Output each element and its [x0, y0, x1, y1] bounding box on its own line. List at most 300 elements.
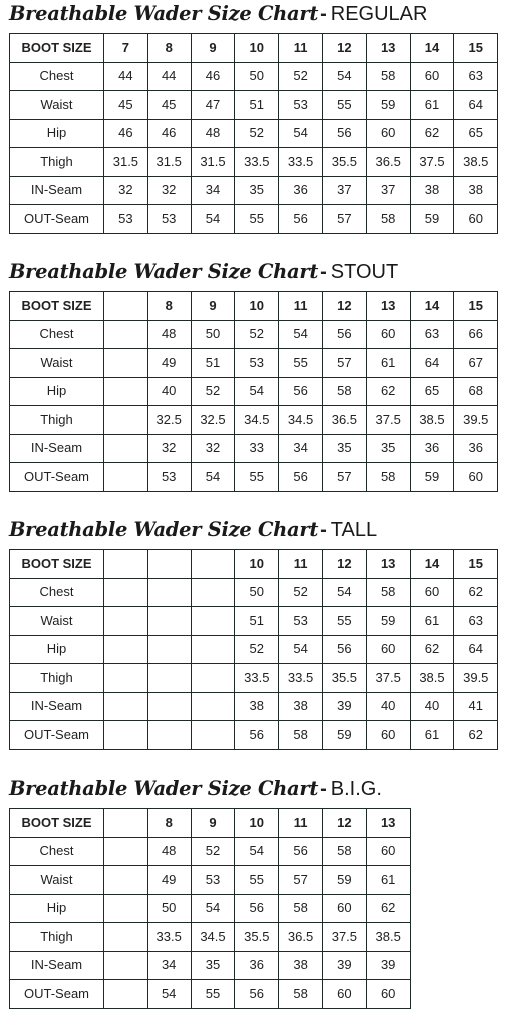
measurement-value-cell: 58: [322, 377, 366, 406]
measurement-value-cell: 56: [235, 721, 279, 750]
measurement-value-cell: 38.5: [366, 923, 410, 952]
measurement-value-cell: 50: [235, 578, 279, 607]
measurement-value-cell: [104, 434, 148, 463]
measurement-value-cell: 68: [454, 377, 498, 406]
measurement-value-cell: 38: [279, 692, 323, 721]
measurement-label-cell: Thigh: [10, 923, 104, 952]
boot-size-cell: 12: [322, 809, 366, 838]
measurement-value-cell: 34.5: [191, 923, 235, 952]
measurement-value-cell: 52: [279, 578, 323, 607]
measurement-value-cell: 64: [454, 91, 498, 120]
measurement-value-cell: 54: [279, 320, 323, 349]
measurement-value-cell: 33.5: [279, 148, 323, 177]
boot-size-cell: 14: [410, 34, 454, 63]
measurement-label-cell: OUT-Seam: [10, 980, 104, 1009]
boot-size-cell: 13: [366, 550, 410, 579]
measurement-value-cell: 35: [191, 951, 235, 980]
measurement-value-cell: 38.5: [454, 148, 498, 177]
boot-size-cell: [147, 550, 191, 579]
chart-title-fit: B.I.G.: [330, 778, 382, 800]
measurement-value-cell: 36.5: [322, 406, 366, 435]
measurement-value-cell: [147, 607, 191, 636]
header-label-cell: BOOT SIZE: [10, 550, 104, 579]
measurement-value-cell: 56: [279, 377, 323, 406]
measurement-value-cell: 62: [454, 721, 498, 750]
measurement-value-cell: 32: [104, 176, 148, 205]
measurement-label-cell: IN-Seam: [10, 692, 104, 721]
measurement-value-cell: 62: [366, 377, 410, 406]
boot-size-cell: 14: [410, 550, 454, 579]
measurement-value-cell: 34: [147, 951, 191, 980]
measurement-value-cell: 67: [454, 349, 498, 378]
measurement-value-cell: 60: [366, 721, 410, 750]
measurement-value-cell: [147, 664, 191, 693]
measurement-value-cell: 54: [235, 837, 279, 866]
table-row: [10, 349, 498, 378]
boot-size-cell: [191, 550, 235, 579]
measurement-value-cell: [104, 894, 148, 923]
measurement-value-cell: 52: [235, 320, 279, 349]
measurement-value-cell: 36: [454, 434, 498, 463]
table-header-row: [10, 809, 411, 838]
boot-size-cell: 15: [454, 292, 498, 321]
chart-title: [9, 516, 377, 546]
boot-size-cell: 14: [410, 292, 454, 321]
measurement-label-cell: IN-Seam: [10, 176, 104, 205]
measurement-value-cell: 62: [410, 635, 454, 664]
measurement-value-cell: 62: [410, 119, 454, 148]
measurement-value-cell: 54: [235, 377, 279, 406]
measurement-value-cell: 56: [322, 320, 366, 349]
measurement-value-cell: 37.5: [322, 923, 366, 952]
measurement-value-cell: 60: [322, 894, 366, 923]
measurement-value-cell: 60: [366, 837, 410, 866]
boot-size-cell: 15: [454, 550, 498, 579]
measurement-value-cell: [147, 721, 191, 750]
boot-size-cell: [104, 550, 148, 579]
measurement-value-cell: [104, 349, 148, 378]
measurement-value-cell: 45: [147, 91, 191, 120]
measurement-value-cell: 50: [235, 62, 279, 91]
table-header-row: [10, 550, 498, 579]
measurement-value-cell: 60: [322, 980, 366, 1009]
measurement-value-cell: 63: [454, 62, 498, 91]
boot-size-cell: 13: [366, 809, 410, 838]
measurement-value-cell: [147, 635, 191, 664]
measurement-value-cell: 59: [366, 91, 410, 120]
boot-size-cell: 9: [191, 809, 235, 838]
measurement-value-cell: 38: [454, 176, 498, 205]
header-label-cell: BOOT SIZE: [10, 809, 104, 838]
measurement-value-cell: 60: [366, 635, 410, 664]
size-table: [9, 33, 498, 234]
measurement-value-cell: 62: [454, 578, 498, 607]
measurement-label-cell: Chest: [10, 837, 104, 866]
chart-title-separator: -: [320, 778, 327, 800]
measurement-value-cell: 46: [191, 62, 235, 91]
measurement-value-cell: 48: [147, 837, 191, 866]
measurement-value-cell: 60: [454, 205, 498, 234]
measurement-value-cell: 56: [279, 837, 323, 866]
measurement-value-cell: 63: [410, 320, 454, 349]
measurement-value-cell: 54: [191, 463, 235, 492]
boot-size-cell: 10: [235, 34, 279, 63]
measurement-value-cell: [104, 837, 148, 866]
measurement-value-cell: 53: [104, 205, 148, 234]
measurement-label-cell: Waist: [10, 866, 104, 895]
measurement-value-cell: 54: [279, 635, 323, 664]
chart-title: [9, 258, 398, 288]
measurement-value-cell: 35: [366, 434, 410, 463]
measurement-label-cell: OUT-Seam: [10, 463, 104, 492]
measurement-label-cell: IN-Seam: [10, 951, 104, 980]
size-table: [9, 291, 498, 492]
measurement-value-cell: [104, 320, 148, 349]
measurement-value-cell: 55: [235, 463, 279, 492]
measurement-value-cell: [104, 951, 148, 980]
chart-title: [9, 0, 427, 30]
measurement-value-cell: 62: [366, 894, 410, 923]
measurement-value-cell: 54: [322, 578, 366, 607]
measurement-value-cell: 38.5: [410, 406, 454, 435]
measurement-value-cell: 59: [322, 721, 366, 750]
boot-size-cell: 8: [147, 292, 191, 321]
measurement-value-cell: 59: [410, 205, 454, 234]
chart-title-separator: -: [320, 3, 327, 25]
boot-size-cell: 11: [279, 292, 323, 321]
measurement-value-cell: 55: [191, 980, 235, 1009]
measurement-label-cell: Thigh: [10, 406, 104, 435]
measurement-label-cell: Hip: [10, 635, 104, 664]
boot-size-cell: 8: [147, 809, 191, 838]
table-row: [10, 894, 411, 923]
measurement-value-cell: 39: [322, 951, 366, 980]
measurement-label-cell: Waist: [10, 91, 104, 120]
table-header-row: [10, 34, 498, 63]
measurement-value-cell: 36: [235, 951, 279, 980]
measurement-value-cell: 38: [235, 692, 279, 721]
measurement-value-cell: 52: [279, 62, 323, 91]
table-row: [10, 91, 498, 120]
measurement-value-cell: 55: [235, 205, 279, 234]
chart-title-fit: TALL: [330, 519, 378, 541]
measurement-value-cell: 32: [147, 434, 191, 463]
measurement-value-cell: 48: [191, 119, 235, 148]
measurement-value-cell: 56: [235, 894, 279, 923]
measurement-label-cell: Hip: [10, 377, 104, 406]
measurement-value-cell: 66: [454, 320, 498, 349]
measurement-value-cell: 58: [322, 837, 366, 866]
measurement-value-cell: 54: [191, 205, 235, 234]
chart-title-fit: STOUT: [330, 261, 399, 283]
table-row: [10, 434, 498, 463]
measurement-value-cell: 32.5: [147, 406, 191, 435]
boot-size-cell: 13: [366, 34, 410, 63]
table-row: [10, 463, 498, 492]
measurement-value-cell: 52: [191, 837, 235, 866]
measurement-value-cell: [191, 635, 235, 664]
measurement-value-cell: [191, 721, 235, 750]
measurement-value-cell: 54: [279, 119, 323, 148]
measurement-value-cell: 35.5: [322, 664, 366, 693]
measurement-value-cell: 58: [279, 980, 323, 1009]
measurement-value-cell: 33.5: [279, 664, 323, 693]
measurement-value-cell: 60: [366, 119, 410, 148]
measurement-value-cell: 32.5: [191, 406, 235, 435]
measurement-value-cell: 33.5: [235, 664, 279, 693]
measurement-value-cell: 51: [235, 91, 279, 120]
measurement-value-cell: 58: [279, 894, 323, 923]
table-row: [10, 607, 498, 636]
measurement-value-cell: 33.5: [235, 148, 279, 177]
measurement-value-cell: 46: [147, 119, 191, 148]
boot-size-cell: 11: [279, 550, 323, 579]
measurement-value-cell: 57: [322, 463, 366, 492]
measurement-value-cell: 53: [147, 205, 191, 234]
measurement-value-cell: 39: [366, 951, 410, 980]
table-row: [10, 664, 498, 693]
chart-title-name: Breathable Wader Size Chart: [9, 777, 319, 800]
measurement-value-cell: 63: [454, 607, 498, 636]
measurement-value-cell: 39.5: [454, 664, 498, 693]
measurement-value-cell: [191, 664, 235, 693]
chart-title-fit: REGULAR: [330, 3, 428, 25]
measurement-value-cell: [104, 980, 148, 1009]
boot-size-cell: 11: [279, 809, 323, 838]
measurement-value-cell: [104, 377, 148, 406]
measurement-label-cell: Thigh: [10, 664, 104, 693]
measurement-value-cell: 40: [410, 692, 454, 721]
measurement-value-cell: 60: [366, 980, 410, 1009]
measurement-label-cell: Waist: [10, 349, 104, 378]
measurement-value-cell: 61: [366, 866, 410, 895]
measurement-value-cell: 35.5: [235, 923, 279, 952]
measurement-value-cell: [104, 664, 148, 693]
measurement-label-cell: Chest: [10, 62, 104, 91]
measurement-value-cell: 50: [147, 894, 191, 923]
measurement-value-cell: 57: [322, 349, 366, 378]
size-table: [9, 549, 498, 750]
measurement-value-cell: 49: [147, 349, 191, 378]
measurement-value-cell: 51: [191, 349, 235, 378]
measurement-value-cell: [104, 607, 148, 636]
measurement-value-cell: 53: [191, 866, 235, 895]
measurement-value-cell: 52: [235, 119, 279, 148]
header-label-cell: BOOT SIZE: [10, 292, 104, 321]
measurement-value-cell: 44: [147, 62, 191, 91]
table-row: [10, 721, 498, 750]
measurement-value-cell: 47: [191, 91, 235, 120]
table-row: [10, 866, 411, 895]
measurement-value-cell: [147, 692, 191, 721]
measurement-value-cell: 59: [366, 607, 410, 636]
chart-title: [9, 775, 382, 805]
measurement-value-cell: 35.5: [322, 148, 366, 177]
measurement-value-cell: 60: [410, 62, 454, 91]
measurement-value-cell: 53: [147, 463, 191, 492]
measurement-value-cell: 52: [191, 377, 235, 406]
measurement-value-cell: 35: [322, 434, 366, 463]
measurement-value-cell: 55: [322, 91, 366, 120]
measurement-value-cell: 54: [191, 894, 235, 923]
table-row: [10, 692, 498, 721]
measurement-value-cell: 60: [366, 320, 410, 349]
measurement-value-cell: 41: [454, 692, 498, 721]
measurement-value-cell: [104, 923, 148, 952]
measurement-value-cell: 53: [279, 607, 323, 636]
boot-size-cell: [104, 809, 148, 838]
measurement-value-cell: 31.5: [147, 148, 191, 177]
boot-size-cell: 8: [147, 34, 191, 63]
measurement-value-cell: 61: [410, 607, 454, 636]
measurement-value-cell: 50: [191, 320, 235, 349]
measurement-value-cell: 58: [279, 721, 323, 750]
measurement-value-cell: 65: [454, 119, 498, 148]
measurement-value-cell: 58: [366, 578, 410, 607]
table-row: [10, 578, 498, 607]
boot-size-cell: 12: [322, 34, 366, 63]
chart-title-name: Breathable Wader Size Chart: [9, 2, 319, 25]
measurement-value-cell: [104, 463, 148, 492]
measurement-value-cell: 59: [410, 463, 454, 492]
measurement-value-cell: 34.5: [235, 406, 279, 435]
measurement-value-cell: 37: [322, 176, 366, 205]
measurement-value-cell: 46: [104, 119, 148, 148]
measurement-value-cell: 37.5: [410, 148, 454, 177]
measurement-value-cell: 37: [366, 176, 410, 205]
measurement-value-cell: 59: [322, 866, 366, 895]
table-row: [10, 320, 498, 349]
boot-size-cell: 12: [322, 550, 366, 579]
boot-size-cell: 10: [235, 292, 279, 321]
measurement-value-cell: 55: [279, 349, 323, 378]
boot-size-cell: 10: [235, 550, 279, 579]
boot-size-cell: 13: [366, 292, 410, 321]
measurement-value-cell: 32: [147, 176, 191, 205]
boot-size-cell: 10: [235, 809, 279, 838]
measurement-value-cell: 36: [410, 434, 454, 463]
boot-size-cell: 12: [322, 292, 366, 321]
measurement-value-cell: [191, 578, 235, 607]
table-row: [10, 119, 498, 148]
measurement-value-cell: 33: [235, 434, 279, 463]
table-row: [10, 406, 498, 435]
measurement-value-cell: 44: [104, 62, 148, 91]
measurement-value-cell: 39.5: [454, 406, 498, 435]
measurement-value-cell: 54: [322, 62, 366, 91]
measurement-value-cell: 33.5: [147, 923, 191, 952]
measurement-label-cell: Chest: [10, 578, 104, 607]
measurement-value-cell: 60: [410, 578, 454, 607]
measurement-value-cell: 56: [279, 463, 323, 492]
measurement-value-cell: 61: [410, 721, 454, 750]
measurement-value-cell: 56: [322, 119, 366, 148]
measurement-value-cell: 58: [366, 205, 410, 234]
table-row: [10, 176, 498, 205]
measurement-label-cell: OUT-Seam: [10, 205, 104, 234]
measurement-value-cell: 36.5: [279, 923, 323, 952]
measurement-label-cell: Waist: [10, 607, 104, 636]
measurement-value-cell: [104, 406, 148, 435]
measurement-value-cell: [104, 866, 148, 895]
measurement-value-cell: [104, 578, 148, 607]
table-row: [10, 923, 411, 952]
chart-title-separator: -: [320, 519, 327, 541]
measurement-label-cell: OUT-Seam: [10, 721, 104, 750]
boot-size-cell: [104, 292, 148, 321]
measurement-value-cell: 57: [322, 205, 366, 234]
measurement-value-cell: 53: [279, 91, 323, 120]
boot-size-cell: 7: [104, 34, 148, 63]
measurement-value-cell: 55: [322, 607, 366, 636]
table-row: [10, 951, 411, 980]
measurement-value-cell: 37.5: [366, 664, 410, 693]
measurement-value-cell: 57: [279, 866, 323, 895]
table-row: [10, 148, 498, 177]
measurement-value-cell: 36.5: [366, 148, 410, 177]
measurement-value-cell: 51: [235, 607, 279, 636]
measurement-value-cell: 40: [147, 377, 191, 406]
measurement-value-cell: 48: [147, 320, 191, 349]
measurement-value-cell: 54: [147, 980, 191, 1009]
measurement-value-cell: 52: [235, 635, 279, 664]
measurement-value-cell: 31.5: [191, 148, 235, 177]
measurement-label-cell: IN-Seam: [10, 434, 104, 463]
measurement-value-cell: 60: [454, 463, 498, 492]
measurement-value-cell: 64: [454, 635, 498, 664]
boot-size-cell: 15: [454, 34, 498, 63]
measurement-label-cell: Chest: [10, 320, 104, 349]
measurement-value-cell: 31.5: [104, 148, 148, 177]
measurement-label-cell: Hip: [10, 119, 104, 148]
measurement-value-cell: 40: [366, 692, 410, 721]
size-table: [9, 808, 411, 1009]
measurement-value-cell: 61: [410, 91, 454, 120]
table-header-row: [10, 292, 498, 321]
boot-size-cell: 9: [191, 292, 235, 321]
table-row: [10, 205, 498, 234]
measurement-value-cell: 56: [235, 980, 279, 1009]
chart-title-name: Breathable Wader Size Chart: [9, 260, 319, 283]
measurement-value-cell: 53: [235, 349, 279, 378]
chart-title-separator: -: [320, 261, 327, 283]
measurement-value-cell: 58: [366, 463, 410, 492]
measurement-value-cell: 49: [147, 866, 191, 895]
measurement-value-cell: [147, 578, 191, 607]
measurement-value-cell: [191, 607, 235, 636]
measurement-value-cell: 38: [410, 176, 454, 205]
measurement-label-cell: Thigh: [10, 148, 104, 177]
measurement-value-cell: 45: [104, 91, 148, 120]
measurement-value-cell: 36: [279, 176, 323, 205]
table-row: [10, 837, 411, 866]
measurement-value-cell: 38.5: [410, 664, 454, 693]
measurement-value-cell: [104, 635, 148, 664]
measurement-value-cell: 38: [279, 951, 323, 980]
measurement-value-cell: 56: [279, 205, 323, 234]
measurement-value-cell: 58: [366, 62, 410, 91]
measurement-label-cell: Hip: [10, 894, 104, 923]
measurement-value-cell: [191, 692, 235, 721]
measurement-value-cell: 56: [322, 635, 366, 664]
measurement-value-cell: 34: [279, 434, 323, 463]
measurement-value-cell: 35: [235, 176, 279, 205]
table-row: [10, 377, 498, 406]
measurement-value-cell: 61: [366, 349, 410, 378]
header-label-cell: BOOT SIZE: [10, 34, 104, 63]
boot-size-cell: 11: [279, 34, 323, 63]
measurement-value-cell: 64: [410, 349, 454, 378]
